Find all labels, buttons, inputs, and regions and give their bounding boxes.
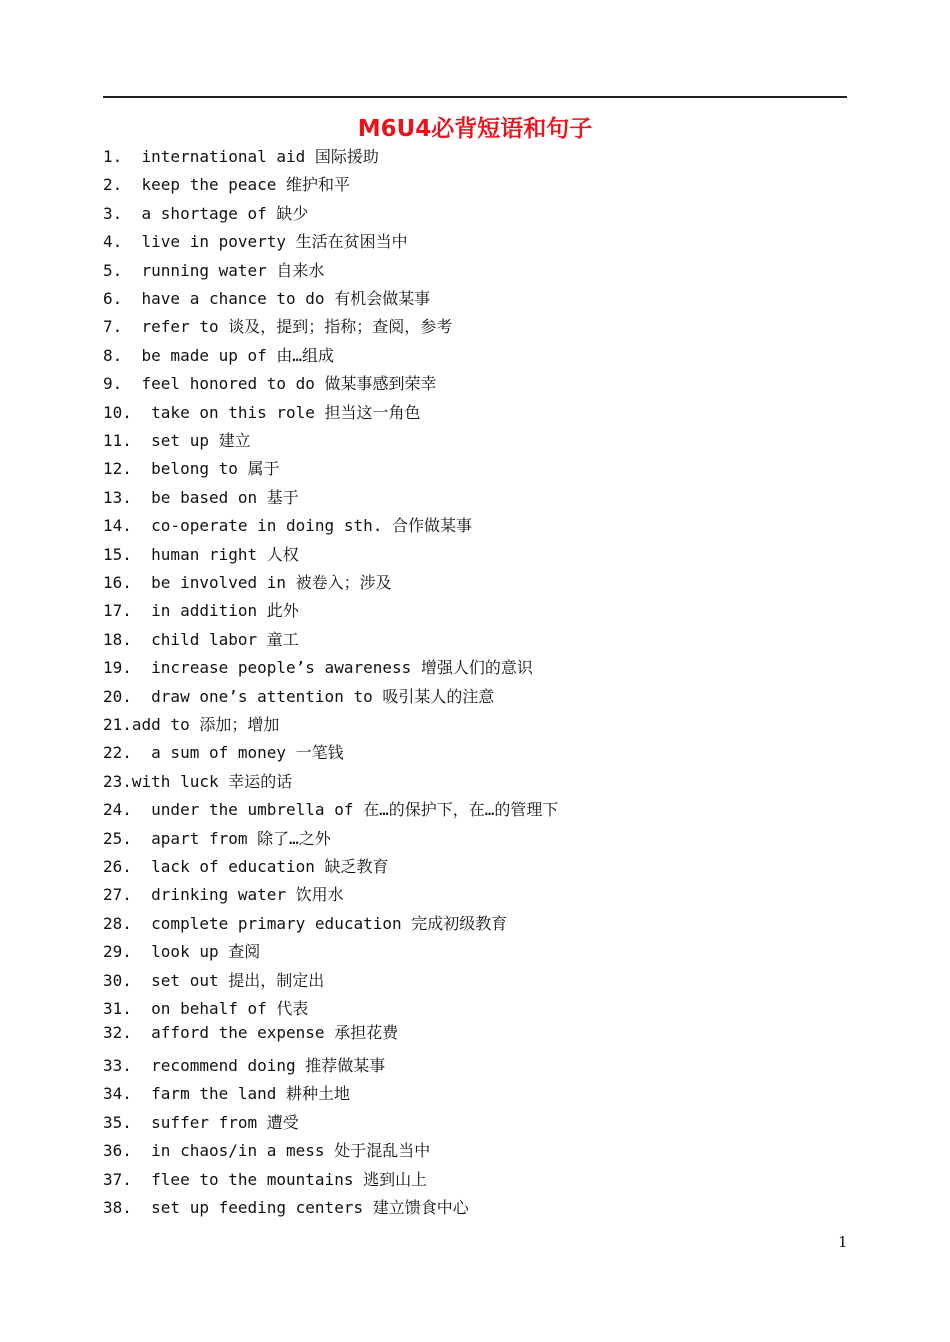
list-item: 31. on behalf of 代表 xyxy=(103,999,309,1018)
list-item: 10. take on this role 担当这一角色 xyxy=(103,402,421,422)
list-item: 24. under the umbrella of 在…的保护下，在…的管理下 xyxy=(103,800,559,820)
list-item: 7. refer to 谈及，提到；指称；查阅，参考 xyxy=(103,317,453,337)
list-item: 22. a sum of money 一笔钱 xyxy=(103,743,344,763)
list-item: 17. in addition 此外 xyxy=(103,601,299,621)
list-item: 18. child labor 童工 xyxy=(103,629,299,649)
list-item: 32. afford the expense 承担花费 xyxy=(103,1023,399,1042)
list-item: 28. complete primary education 完成初级教育 xyxy=(103,913,508,933)
list-item: 13. be based on 基于 xyxy=(103,487,299,507)
list-item: 29. look up 查阅 xyxy=(103,942,261,962)
page-number: 1 xyxy=(838,1233,848,1251)
header-rule xyxy=(103,96,847,98)
list-item: 14. co-operate in doing sth. 合作做某事 xyxy=(103,516,472,536)
list-item: 20. draw one’s attention to 吸引某人的注意 xyxy=(103,686,495,706)
list-item: 2. keep the peace 维护和平 xyxy=(103,175,351,195)
list-item: 6. have a chance to do 有机会做某事 xyxy=(103,289,431,308)
list-item: 1. international aid 国际援助 xyxy=(103,147,379,166)
list-item: 35. suffer from 遭受 xyxy=(103,1112,299,1132)
list-item: 26. lack of education 缺乏教育 xyxy=(103,857,389,876)
list-item: 5. running water 自来水 xyxy=(103,260,325,280)
list-item: 30. set out 提出，制定出 xyxy=(103,970,325,990)
list-item: 23.with luck 幸运的话 xyxy=(103,771,293,791)
list-item: 27. drinking water 饮用水 xyxy=(103,885,344,905)
list-item: 33. recommend doing 推荐做某事 xyxy=(103,1056,386,1075)
list-item: 12. belong to 属于 xyxy=(103,459,280,479)
list-item: 36. in chaos/in a mess 处于混乱当中 xyxy=(103,1141,431,1161)
list-item: 37. flee to the mountains 逃到山上 xyxy=(103,1169,428,1189)
list-item: 19. increase people’s awareness 增强人们的意识 xyxy=(103,658,533,678)
page-title: M6U4必背短语和句子 xyxy=(357,116,593,142)
list-item: 21.add to 添加；增加 xyxy=(103,715,280,734)
list-item: 9. feel honored to do 做某事感到荣幸 xyxy=(103,374,437,394)
list-item: 11. set up 建立 xyxy=(103,431,251,450)
list-item: 4. live in poverty 生活在贫困当中 xyxy=(103,232,408,252)
list-item: 25. apart from 除了…之外 xyxy=(103,828,331,848)
list-item: 3. a shortage of 缺少 xyxy=(103,203,309,223)
list-item: 34. farm the land 耕种土地 xyxy=(103,1084,351,1104)
list-item: 16. be involved in 被卷入；涉及 xyxy=(103,573,392,592)
list-item: 8. be made up of 由…组成 xyxy=(103,345,335,365)
list-item: 15. human right 人权 xyxy=(103,544,299,564)
list-item: 38. set up feeding centers 建立馈食中心 xyxy=(103,1198,469,1217)
